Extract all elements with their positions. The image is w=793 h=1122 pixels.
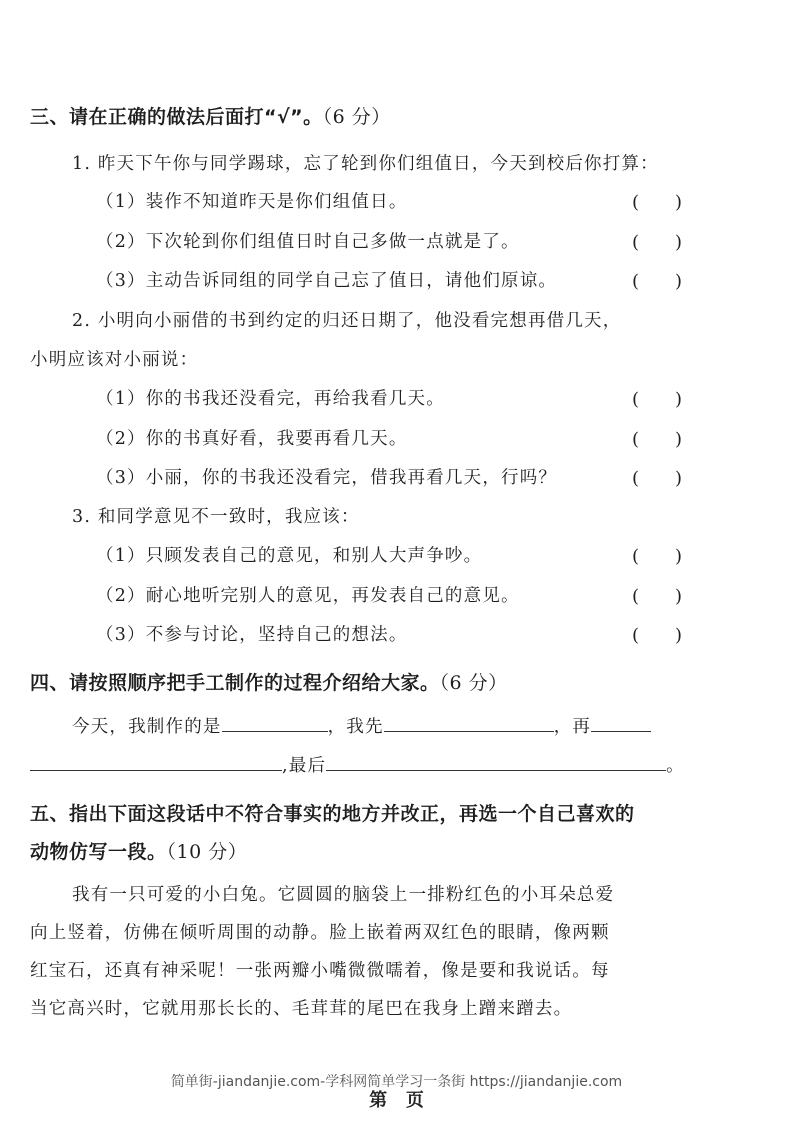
section4-line2 <box>30 752 685 777</box>
section5-heading-line2 <box>30 837 247 864</box>
section4-line1 <box>72 713 651 738</box>
q2-option-3: （3）小丽，你的书我还没看完，借我再看几天，行吗？ <box>96 468 558 488</box>
q1-option-1: （1）装作不知道昨天是你们组值日。 <box>96 192 408 212</box>
q1-stem: 1. 昨天下午你与同学踢球，忘了轮到你们组值日，今天到校后你打算： <box>72 154 659 174</box>
blank-final-step[interactable] <box>326 752 666 771</box>
q2-stem-line1: 2. 小明向小丽借的书到约定的归还日期了，他没看完想再借几天， <box>72 311 622 331</box>
section4-line1-then: ，再 <box>553 717 592 737</box>
q3-option-2: （2）耐心地听完别人的意见，再发表自己的意见。 <box>96 586 520 606</box>
q3-option-1: （1）只顾发表自己的意见，和别人大声争吵。 <box>96 546 483 566</box>
paragraph-line-3: 红宝石，还真有神采呢！一张两瓣小嘴微微嚅着，像是要和我说话。每 <box>30 961 610 981</box>
footer-watermark: 简单街-jiandanjie.com-学科网简单学习一条街 https://jiandanjie.com <box>170 1074 623 1090</box>
blank-then-step-cont[interactable] <box>30 752 282 771</box>
paragraph-line-2: 向上竖着，仿佛在倾听周围的动静。脸上嵌着两双红色的眼睛，像两颗 <box>30 923 610 943</box>
section4-line2-end: 。 <box>666 756 685 776</box>
q2-option-1: （1）你的书我还没看完，再给我看几天。 <box>96 389 445 409</box>
q3-answer-box-1[interactable]: ( ) <box>632 546 683 567</box>
q2-answer-box-3[interactable]: ( ) <box>632 468 683 489</box>
section4-line1-first: ，我先 <box>327 717 384 737</box>
section3-score: （6 分） <box>322 106 391 128</box>
section4-title: 四、请按照顺序把手工制作的过程介绍给大家。 <box>30 672 440 694</box>
q1-answer-box-2[interactable]: ( ) <box>632 232 683 253</box>
section5-title-end: 动物仿写一段。 <box>30 841 167 863</box>
paragraph-line-4: 当它高兴时，它就用那长长的、毛茸茸的尾巴在我身上蹭来蹭去。 <box>30 999 573 1019</box>
section5-score: （10 分） <box>166 841 248 863</box>
q3-stem: 3. 和同学意见不一致时，我应该： <box>72 507 360 527</box>
q1-option-3: （3）主动告诉同组的同学自己忘了值日，请他们原谅。 <box>96 271 558 291</box>
q2-stem-line2: 小明应该对小丽说： <box>30 350 199 370</box>
q2-answer-box-2[interactable]: ( ) <box>632 429 683 450</box>
q2-answer-box-1[interactable]: ( ) <box>632 389 683 410</box>
blank-then-step[interactable] <box>591 713 651 732</box>
section4-line1-prefix: 今天，我制作的是 <box>72 717 222 737</box>
q2-option-2: （2）你的书真好看，我要再看几天。 <box>96 429 408 449</box>
q1-answer-box-1[interactable]: ( ) <box>632 192 683 213</box>
paragraph-line-1: 我有一只可爱的小白兔。它圆圆的脑袋上一排粉红色的小耳朵总爱 <box>72 885 615 905</box>
q3-answer-box-2[interactable]: ( ) <box>632 586 683 607</box>
section4-line2-finally: ,最后 <box>282 756 327 776</box>
section5-heading-line1: 五、指出下面这段话中不符合事实的地方并改正，再选一个自己喜欢的 <box>30 803 635 825</box>
section3-heading <box>30 102 391 129</box>
page-number-label: 第 页 <box>369 1090 424 1111</box>
q1-option-2: （2）下次轮到你们组值日时自己多做一点就是了。 <box>96 232 520 252</box>
blank-first-step[interactable] <box>384 713 554 732</box>
section4-heading <box>30 668 508 695</box>
q3-option-3: （3）不参与讨论，坚持自己的想法。 <box>96 625 408 645</box>
section3-title: 三、请在正确的做法后面打“√”。 <box>30 106 323 128</box>
blank-item-made[interactable] <box>222 713 328 732</box>
q1-answer-box-3[interactable]: ( ) <box>632 271 683 292</box>
q3-answer-box-3[interactable]: ( ) <box>632 625 683 646</box>
section4-score: （6 分） <box>439 672 508 694</box>
